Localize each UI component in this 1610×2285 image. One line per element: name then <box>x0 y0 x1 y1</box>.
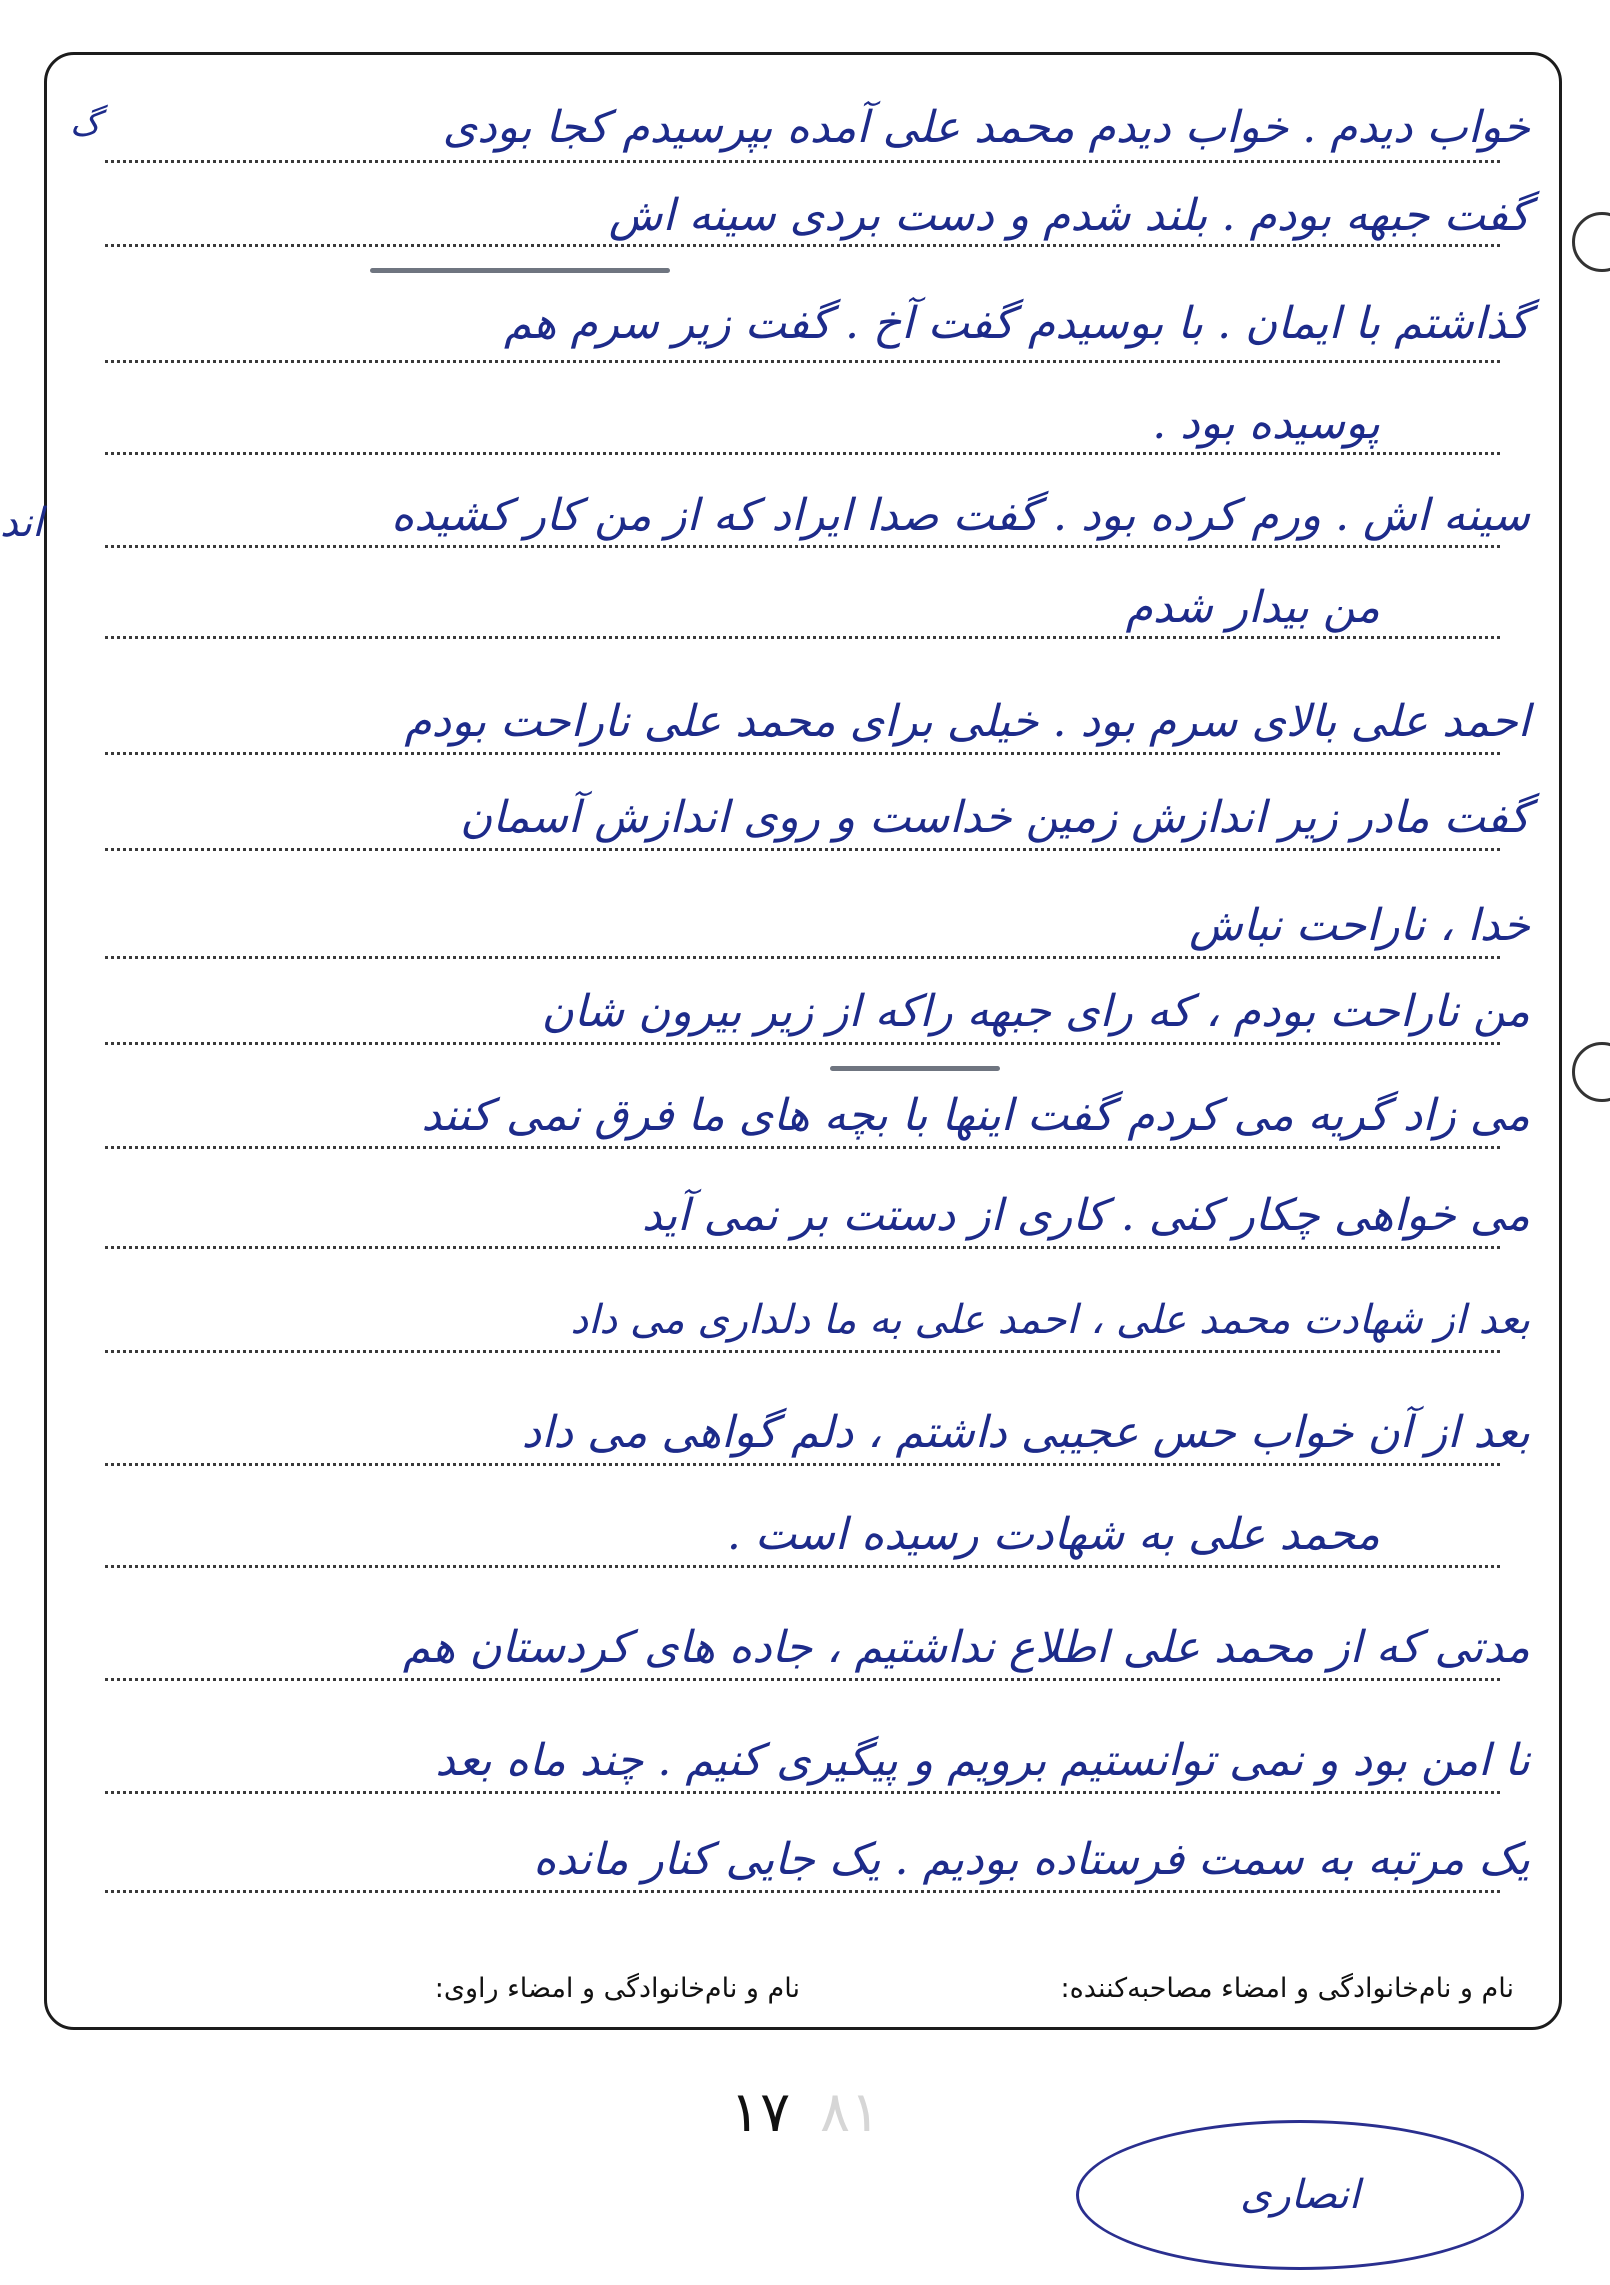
corner-mark: گ <box>70 104 101 144</box>
punch-hole-bottom <box>1572 1042 1610 1102</box>
handwritten-line: نا امن بود و نمی توانستیم برویم و پیگیری کنیم . چند ماه بعد <box>435 1735 1530 1786</box>
pencil-underline <box>830 1066 1000 1071</box>
handwritten-line: محمد علی به شهادت رسیده است . <box>726 1509 1380 1560</box>
handwritten-line: من ناراحت بودم ، که رای جبهه راکه از زیر بیرون شان <box>541 986 1530 1037</box>
handwritten-line: گفت جبهه بودم . بلند شدم و دست بردی سینه اش <box>608 190 1530 241</box>
ruled-line <box>105 1791 1500 1794</box>
handwritten-line: خواب دیدم . خواب دیدم محمد علی آمده بپرسیدم کجا بودی <box>442 102 1530 153</box>
ruled-line <box>105 848 1500 851</box>
ruled-line <box>105 752 1500 755</box>
page-number: ۱۷ <box>730 2080 791 2145</box>
handwritten-line: می خواهی چکار کنی . کاری از دستت بر نمی آید <box>641 1190 1530 1241</box>
handwritten-line: می زاد گریه می کردم گفت اینها با بچه های ما فرق نمی کنند <box>421 1090 1530 1141</box>
stamp-text: انصاری <box>1240 2172 1360 2218</box>
handwritten-line: گذاشتم با ایمان . با بوسیدم گفت آخ . گفت زیر سرم هم <box>504 298 1530 349</box>
ruled-line <box>105 1678 1500 1681</box>
ruled-line <box>105 1350 1500 1353</box>
handwritten-line: بعد از شهادت محمد علی ، احمد علی به ما دلداری می داد <box>570 1297 1530 1343</box>
handwritten-line: یک مرتبه به سمت فرستاده بودیم . یک جایی کنار مانده <box>533 1834 1530 1885</box>
ruled-line <box>105 956 1500 959</box>
ruled-line <box>105 545 1500 548</box>
ruled-line <box>105 1463 1500 1466</box>
interviewer-signature-label: نام و نام‌خانوادگی و امضاء مصاحبه‌کننده: <box>1060 1973 1514 2004</box>
pencil-underline <box>370 268 670 273</box>
ruled-line <box>105 1042 1500 1045</box>
ruled-line <box>105 636 1500 639</box>
handwritten-line: بعد از آن خواب حس عجیبی داشتم ، دلم گواهی می داد <box>521 1407 1530 1458</box>
ruled-line <box>105 360 1500 363</box>
handwritten-line: گفت مادر زیر اندازش زمین خداست و روی اندازش آسمان <box>460 792 1530 843</box>
ruled-line <box>105 160 1500 163</box>
handwritten-line: مدتی که از محمد علی اطلاع نداشتیم ، جاده های کردستان هم <box>402 1622 1530 1673</box>
page-number-faded: ۸۱ <box>820 2080 881 2145</box>
handwritten-line: احمد علی بالای سرم بود . خیلی برای محمد علی ناراحت بودم <box>404 696 1530 747</box>
handwritten-line: پوسیده بود . <box>1152 398 1380 449</box>
ruled-line <box>105 1890 1500 1893</box>
ruled-line <box>105 1565 1500 1568</box>
handwritten-line: خدا ، ناراحت نباش <box>1189 900 1530 951</box>
narrator-signature-label: نام و نام‌خانوادگی و امضاء راوی: <box>434 1973 800 2004</box>
ruled-line <box>105 244 1500 247</box>
margin-note: اند <box>0 500 44 546</box>
ruled-line <box>105 1146 1500 1149</box>
handwritten-line: سینه اش . ورم کرده بود . گفت صدا ایراد که از من کار کشیده <box>391 490 1530 541</box>
punch-hole-top <box>1572 212 1610 272</box>
handwritten-line: من بیدار شدم <box>1125 582 1380 633</box>
name-stamp <box>1076 2120 1524 2270</box>
ruled-line <box>105 1246 1500 1249</box>
ruled-line <box>105 452 1500 455</box>
